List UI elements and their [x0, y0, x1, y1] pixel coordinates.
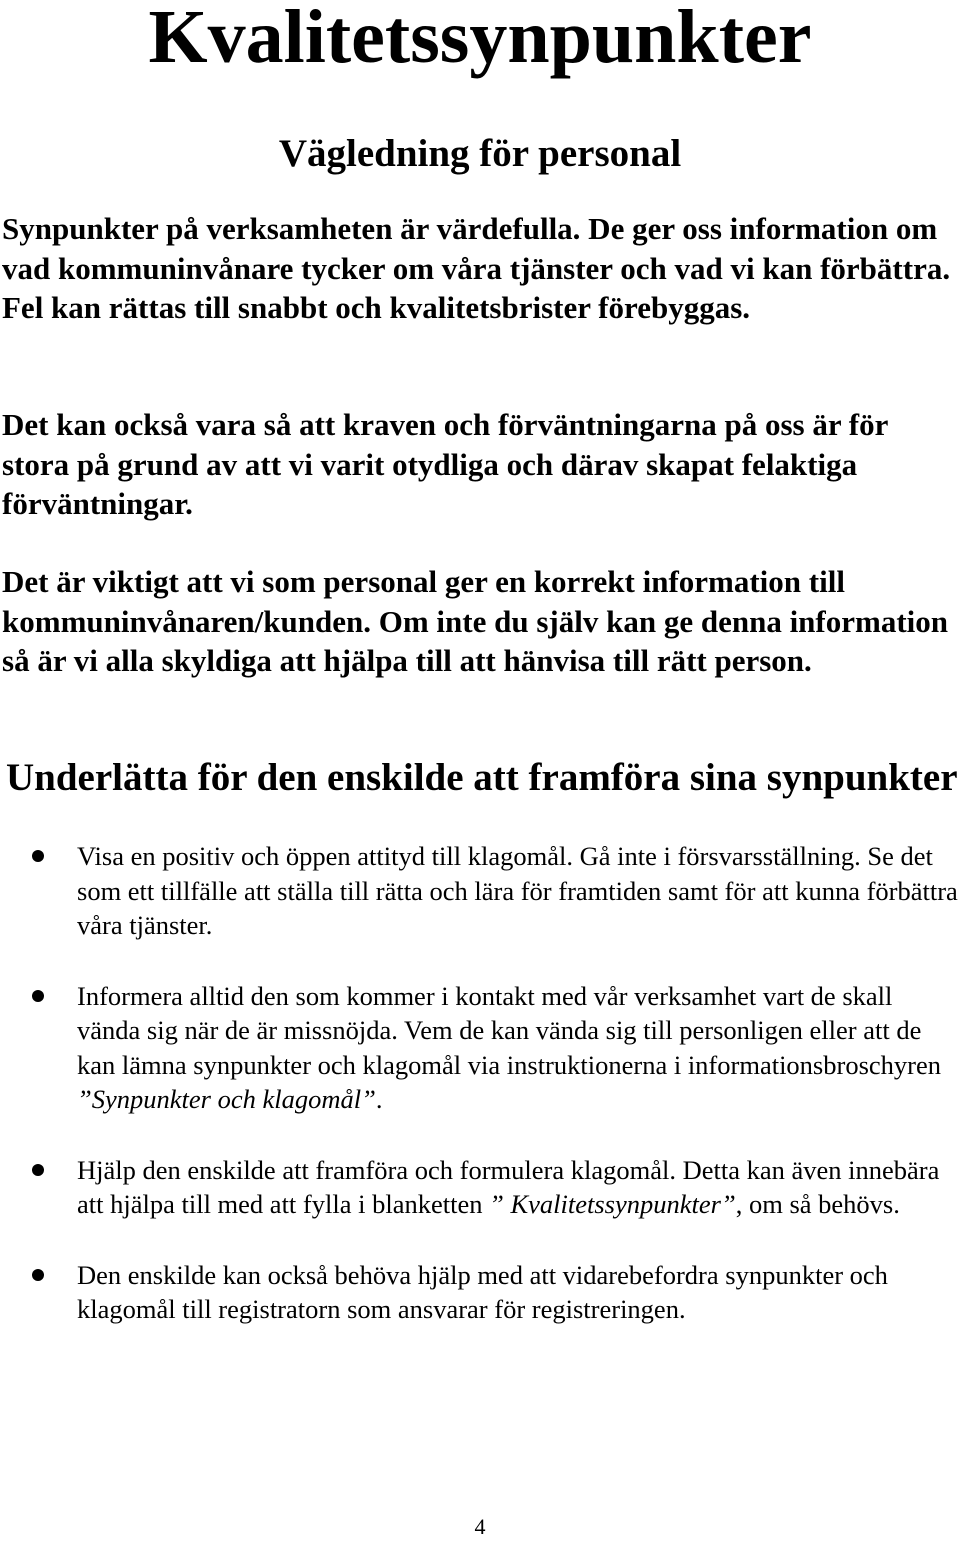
list-item-text-end: .	[375, 1084, 383, 1114]
bullet-icon	[32, 1269, 44, 1281]
section-heading: Underlätta för den enskilde att framföra sina synpunkter	[6, 756, 958, 799]
bullet-icon	[32, 990, 44, 1002]
list-item	[0, 1258, 960, 1327]
bullet-icon	[32, 1164, 44, 1176]
list-item-text: Informera alltid den som kommer i kontakt med vår verksamhet vart de skall vända sig när de är missnöjda. Vem de kan vända sig till personligen eller att de kan lämna synpunkter och klagomål via instruktionerna i informationsbroschyren	[77, 980, 941, 1080]
list-item	[0, 839, 960, 943]
document-subtitle: Vägledning för personal	[278, 132, 682, 175]
staff-responsibility-paragraph: Det är viktigt att vi som personal ger en korrekt information till kommuninvånaren/kunden. Om inte du själv kan ge denna information så är vi alla skyldiga att hjälpa till att hänvisa till rätt person.	[2, 564, 948, 678]
document-title: Kvalitetssynpunkter	[148, 0, 812, 79]
list-item-text-end: , om så behövs.	[735, 1189, 900, 1219]
form-title: ” Kvalitetssynpunkter”	[489, 1189, 736, 1219]
intro-paragraph: Synpunkter på verksamheten är värdefulla. De ger oss information om vad kommuninvånare tycker om våra tjänster och vad vi kan förbättra. Fel kan rättas till snabbt och kvalitetsbrister förebyggas.	[2, 211, 951, 325]
list-item-text: Hjälp den enskilde att framföra och formulera klagomål. Detta kan även innebära att hjälpa till med att fylla i blanketten	[77, 1154, 940, 1219]
list-item	[0, 979, 960, 1117]
expectations-paragraph: Det kan också vara så att kraven och förväntningarna på oss är för stora på grund av att vi varit otydliga och därav skapat felaktiga förväntningar.	[2, 407, 888, 521]
guidance-list	[0, 839, 960, 1327]
bullet-icon	[32, 850, 44, 862]
brochure-title: ”Synpunkter och klagomål”	[77, 1084, 376, 1114]
list-item-text: Den enskilde kan också behöva hjälp med att vidarebefordra synpunkter och klagomål till registratorn som ansvarar för registreringen.	[77, 1259, 888, 1324]
list-item	[0, 1153, 960, 1222]
page-number: 4	[474, 1514, 486, 1539]
list-item-text: Visa en positiv och öppen attityd till klagomål. Gå inte i försvarsställning. Se det som ett tillfälle att ställa till rätta och lära för framtiden samt för att kunna förbättra våra tjänster.	[77, 841, 958, 940]
